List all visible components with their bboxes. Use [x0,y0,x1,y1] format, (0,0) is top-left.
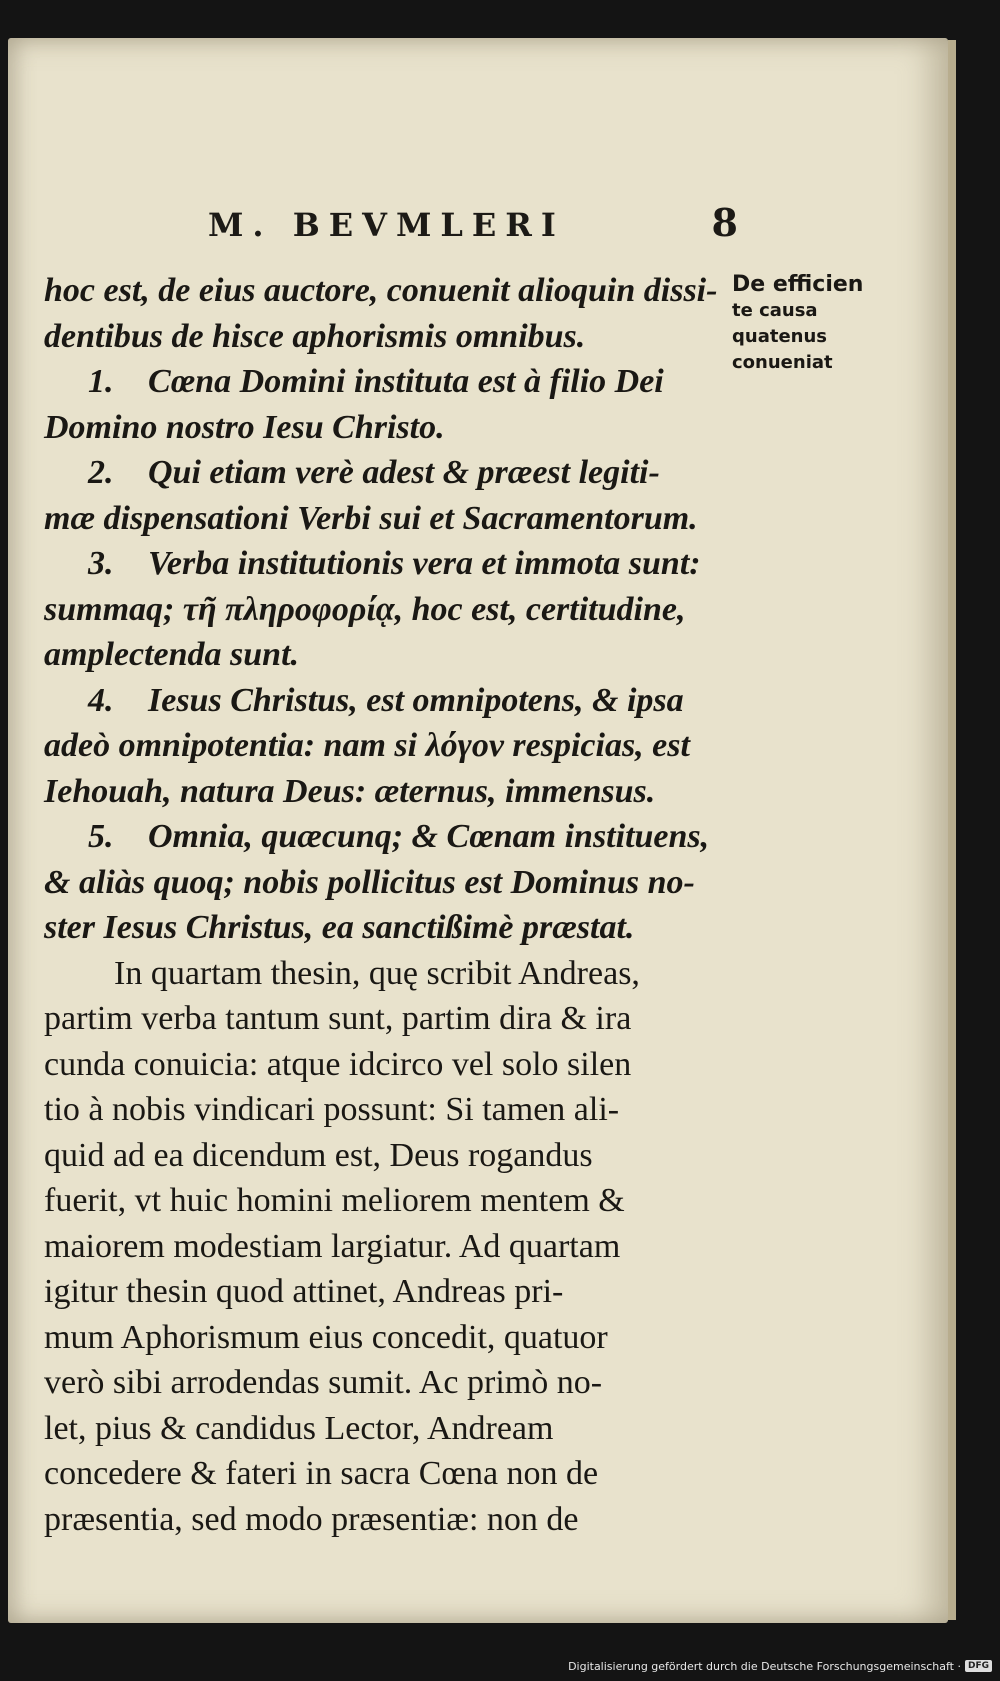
line-text: præsentia, sed modo præsentiæ: non de [44,1500,579,1538]
line-text: Cœna Domini instituta est à filio Dei [148,363,664,400]
text-line [44,1451,724,1497]
text-line [44,860,724,906]
line-text: Omnia, quæcunq; & Cœnam instituens, [148,818,710,855]
text-line [44,1315,724,1361]
line-text: quid ad ea dicendum est, Deus rogandus [44,1136,593,1174]
line-text: summaq; τῆ πληροφορίᾳ, hoc est, certitudine, [44,590,686,628]
text-line [44,314,724,360]
numbered-aphorism-line [44,814,724,860]
dfg-logo-icon: DFG [965,1660,992,1672]
text-line [44,1406,724,1452]
line-text: amplectenda sunt. [44,636,300,673]
line-text: In quartam thesin, quę scribit Andreas, [114,954,640,992]
line-text: Verba institutionis vera et immota sunt: [148,545,701,582]
text-line [44,632,724,678]
digitization-footer [568,1657,992,1675]
line-text: tio à nobis vindicari possunt: Si tamen ali- [44,1091,620,1128]
text-line [44,1178,724,1224]
text-line [44,769,724,815]
aphorism-number: 1. [88,363,114,400]
numbered-aphorism-line [44,678,724,724]
line-text: mum Aphorismum eius concedit, quatuor [44,1318,608,1356]
page-edge [948,40,956,1620]
footer-credit: Digitalisierung gefördert durch die Deutsche Forschungsgemeinschaft · [568,1659,961,1673]
line-text: ster Iesus Christus, ea sanctißimè præstat. [44,909,635,946]
line-text: Iehouah, natura Deus: æternus, immensus. [44,772,656,810]
line-text: igitur thesin quod attinet, Andreas pri- [44,1273,564,1310]
aphorism-number: 4. [88,681,114,719]
text-line [44,723,724,769]
text-line [44,1269,724,1315]
marginal-note-line: quatenus [732,326,828,347]
aphorism-number: 3. [88,545,114,582]
running-head: M. BEVMLERI [208,206,565,244]
text-line [44,268,724,314]
line-text: cunda conuicia: atque idcirco vel solo silen [44,1045,632,1083]
line-text: Qui etiam verè adest & præest legiti- [148,454,660,491]
line-text: fuerit, vt huic homini meliorem mentem & [44,1182,625,1219]
page-number: 8 [711,200,738,245]
text-line [44,1224,724,1270]
line-text: hoc est, de eius auctore, conuenit alioquin dissi- [44,272,718,309]
text-line [44,951,724,997]
marginal-note-line: conueniat [732,352,833,373]
line-text: maiorem modestiam largiatur. Ad quartam [44,1227,621,1265]
line-text: verò sibi arrodendas sumit. Ac primò no- [44,1364,603,1401]
line-text: & aliàs quoq; nobis pollicitus est Dominus no- [44,863,695,901]
line-text: dentibus de hisce aphorismis omnibus. [44,317,586,355]
page-header [208,200,738,256]
line-text: adeò omnipotentia: nam si λόγον respicias, est [44,727,690,764]
text-line [44,1360,724,1406]
text-line [44,1133,724,1179]
line-text: let, pius & candidus Lector, Andream [44,1409,554,1447]
text-line [44,1087,724,1133]
marginal-note [732,272,882,376]
line-text: Iesus Christus, est omnipotens, & ipsa [148,681,684,719]
marginal-note-line: te causa [732,300,818,321]
text-line [44,496,724,542]
line-text: Domino nostro Iesu Christo. [44,408,445,446]
body-text [44,268,724,1542]
text-line [44,1042,724,1088]
line-text: mæ dispensationi Verbi sui et Sacramentorum. [44,499,698,537]
text-line [44,996,724,1042]
numbered-aphorism-line [44,359,724,405]
text-line [44,405,724,451]
aphorism-number: 2. [88,454,114,491]
text-line [44,905,724,951]
marginal-note-line: De efficien [732,272,864,297]
numbered-aphorism-line [44,450,724,496]
line-text: partim verba tantum sunt, partim dira & ira [44,1000,632,1037]
book-page [8,38,948,1623]
text-line [44,1497,724,1543]
aphorism-number: 5. [88,818,114,855]
text-line [44,587,724,633]
numbered-aphorism-line [44,541,724,587]
line-text: concedere & fateri in sacra Cœna non de [44,1455,599,1492]
